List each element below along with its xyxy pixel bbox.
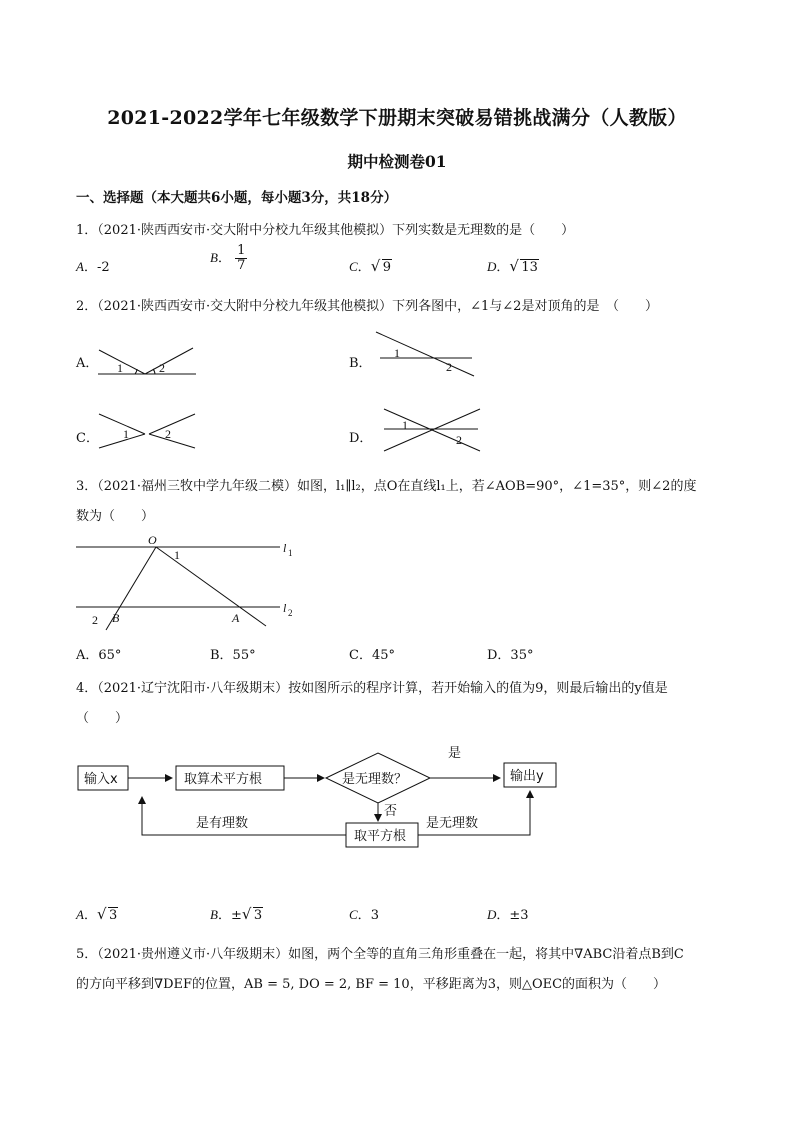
q2-label-c: C． <box>76 431 99 446</box>
angle-2-label: 2 <box>456 433 462 447</box>
q4-flowchart <box>70 735 550 855</box>
point-o-label: O <box>148 533 157 547</box>
q1-option-c: C．√ 9 <box>349 256 392 275</box>
question-4-stem-line-2: （ ） <box>76 711 129 726</box>
l1-subscript: 1 <box>288 548 293 558</box>
question-2-stem: 2．（2021·陕西西安市·交大附中分校九年级其他模拟）下列各图中，∠1与∠2是对顶角的是 （ ） <box>76 299 658 314</box>
question-1-stem: 1．（2021·陕西西安市·交大附中分校九年级其他模拟）下列实数是无理数的是（ ） <box>76 223 575 238</box>
angle-1-label: 1 <box>394 346 400 360</box>
q3-option-a: A．65° <box>76 648 122 663</box>
q4-option-c: C．3 <box>349 907 379 923</box>
q1-option-b: B． $\frac{1}{7}$ <box>210 243 246 273</box>
angle-2-label: 2 <box>159 361 165 375</box>
q2-figure-a <box>95 340 200 380</box>
q1-option-a: A．-2 <box>76 259 110 275</box>
l1-label: l <box>283 541 287 555</box>
point-a-label: A <box>232 611 240 625</box>
page-title: 2021-2022学年七年级数学下册期末突破易错挑战满分（人教版） <box>107 107 687 129</box>
angle-1-label: 1 <box>402 418 408 432</box>
irrational-label: 是无理数 <box>426 816 479 831</box>
point-b-label: B <box>112 611 120 625</box>
q2-figure-d <box>378 405 483 455</box>
question-5-stem-line-2: 的方向平移到∇DEF的位置，AB = 5, DO = 2, BF = 10，平移距离为3，则△OEC的面积为（ ） <box>76 977 667 992</box>
q2-label-d: D． <box>349 431 373 446</box>
angle-2-label: 2 <box>92 613 98 627</box>
square-root-label: 取平方根 <box>354 829 407 844</box>
question-3-stem-line-1: 3．（2021·福州三牧中学九年级二模）如图，l₁∥l₂，点O在直线l₁上，若∠AOB=90°，∠1=35°，则∠2的度 <box>76 479 697 494</box>
angle-1-label: 1 <box>117 361 123 375</box>
yes-label: 是 <box>448 746 462 761</box>
fraction: $\frac{1}{7}$ <box>237 243 246 273</box>
angle-1-label: 1 <box>123 427 129 441</box>
q4-option-d: D．±3 <box>487 907 529 923</box>
q3-option-d: D．35° <box>487 648 534 663</box>
q2-label-b: B． <box>349 356 372 371</box>
decision-label: 是无理数？ <box>342 772 408 787</box>
no-label: 否 <box>384 804 398 819</box>
q3-option-c: C．45° <box>349 648 395 663</box>
segment-oa <box>156 547 266 626</box>
q2-figure-c <box>95 410 200 450</box>
q3-option-b: B．55° <box>210 648 256 663</box>
question-3-stem-line-2: 数为（ ） <box>76 509 155 524</box>
angle-1-label: 1 <box>174 548 180 562</box>
q1-option-d: D．√ 13 <box>487 256 539 275</box>
l2-label: l <box>283 601 287 615</box>
question-4-stem-line-1: 4．（2021·辽宁沈阳市·八年级期末）按如图所示的程序计算，若开始输入的值为9，则最后输出的y值是 <box>76 681 668 696</box>
angle-2-label: 2 <box>165 427 171 441</box>
page-subtitle: 期中检测卷01 <box>347 152 447 171</box>
q3-figure <box>70 532 310 632</box>
l2-subscript: 2 <box>288 608 293 618</box>
angle-2-label: 2 <box>446 360 452 374</box>
output-box-label: 输出y <box>510 769 544 784</box>
question-5-stem-line-1: 5．（2021·贵州遵义市·八年级期末）如图，两个全等的直角三角形重叠在一起，将其中∇ABC沿着点B到C <box>76 947 684 962</box>
section-heading: 一、选择题（本大题共6小题，每小题3分，共18分） <box>76 190 398 206</box>
q2-label-a: A． <box>76 356 99 371</box>
q4-option-a: A．√ 3 <box>76 904 118 923</box>
rational-label: 是有理数 <box>196 816 249 831</box>
input-box-label: 输入x <box>84 772 118 787</box>
angle-arc <box>153 369 155 374</box>
arith-sqrt-label: 取算术平方根 <box>184 772 263 787</box>
q4-option-b: B．±√ 3 <box>210 904 263 923</box>
q2-figure-b <box>370 330 475 378</box>
